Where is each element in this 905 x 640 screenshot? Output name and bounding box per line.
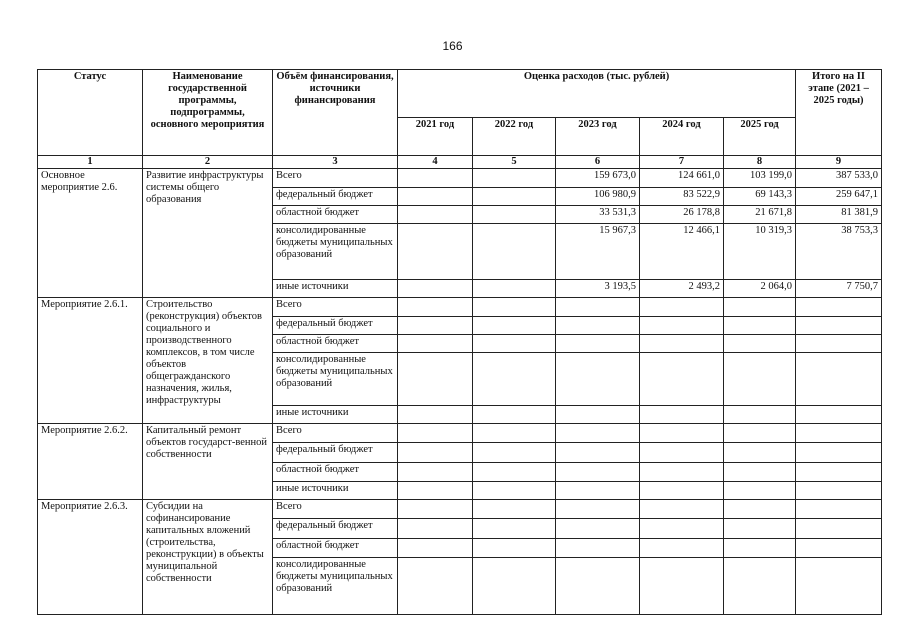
year-value-cell — [724, 443, 796, 463]
year-value-cell — [640, 463, 724, 482]
header-year: 2024 год — [640, 118, 724, 156]
row-program-name: Строительство (реконструкция) объектов социального и производственного комплексов, в том числе объектов общегражданского назначения, жилья, инфраструктуры — [143, 298, 273, 424]
total-value-cell — [796, 317, 882, 335]
year-value-cell — [556, 298, 640, 317]
year-value-cell — [473, 317, 556, 335]
header-year: 2022 год — [473, 118, 556, 156]
total-value-cell — [796, 482, 882, 500]
year-value-cell — [398, 519, 473, 539]
header-program-name: Наименование государственной программы, подпрограммы, основного мероприятия — [143, 70, 273, 156]
year-value-cell — [724, 406, 796, 424]
funding-source: федеральный бюджет — [273, 443, 398, 463]
header-year: 2023 год — [556, 118, 640, 156]
funding-source: иные источники — [273, 482, 398, 500]
year-value-cell — [473, 169, 556, 188]
funding-source: иные источники — [273, 406, 398, 424]
year-value-cell — [473, 298, 556, 317]
year-value-cell: 106 980,9 — [556, 188, 640, 206]
year-value-cell — [473, 482, 556, 500]
total-value-cell — [796, 558, 882, 615]
year-value-cell — [556, 353, 640, 406]
year-value-cell — [473, 558, 556, 615]
year-value-cell — [724, 317, 796, 335]
total-value-cell — [796, 519, 882, 539]
budget-table — [37, 69, 882, 615]
page-number: 166 — [442, 39, 463, 53]
year-value-cell: 10 319,3 — [724, 224, 796, 280]
year-value-cell — [473, 500, 556, 519]
column-number: 4 — [398, 156, 473, 169]
year-value-cell — [556, 443, 640, 463]
year-value-cell — [398, 188, 473, 206]
column-number: 3 — [273, 156, 398, 169]
total-value-cell: 259 647,1 — [796, 188, 882, 206]
header-status: Статус — [38, 70, 143, 156]
total-value-cell: 387 533,0 — [796, 169, 882, 188]
total-value-cell — [796, 500, 882, 519]
year-value-cell — [473, 424, 556, 443]
funding-source: консолидированные бюджеты муниципальных образований — [273, 353, 398, 406]
year-value-cell — [398, 539, 473, 558]
funding-source: федеральный бюджет — [273, 519, 398, 539]
column-number: 9 — [796, 156, 882, 169]
year-value-cell — [473, 280, 556, 298]
year-value-cell — [473, 463, 556, 482]
funding-source: областной бюджет — [273, 206, 398, 224]
funding-source: областной бюджет — [273, 539, 398, 558]
row-status: Мероприятие 2.6.1. — [38, 298, 143, 424]
year-value-cell — [640, 335, 724, 353]
funding-source: консолидированные бюджеты муниципальных образований — [273, 224, 398, 280]
header-estimate: Оценка расходов (тыс. рублей) — [398, 70, 796, 118]
year-value-cell: 159 673,0 — [556, 169, 640, 188]
header-year: 2021 год — [398, 118, 473, 156]
header-funding-volume: Объём финансирования, источники финансирования — [273, 70, 398, 156]
funding-source: Всего — [273, 424, 398, 443]
funding-source: федеральный бюджет — [273, 317, 398, 335]
year-value-cell — [640, 443, 724, 463]
table-row — [38, 169, 882, 188]
year-value-cell — [556, 406, 640, 424]
total-value-cell — [796, 443, 882, 463]
table-row — [38, 424, 882, 443]
year-value-cell: 33 531,3 — [556, 206, 640, 224]
row-program-name: Субсидии на софинансирование капитальных вложений (строительства, реконструкции) в объекты муниципальной собственности — [143, 500, 273, 615]
year-value-cell — [724, 463, 796, 482]
year-value-cell: 124 661,0 — [640, 169, 724, 188]
column-number: 2 — [143, 156, 273, 169]
header-year: 2025 год — [724, 118, 796, 156]
total-value-cell — [796, 539, 882, 558]
funding-source: консолидированные бюджеты муниципальных образований — [273, 558, 398, 615]
year-value-cell: 83 522,9 — [640, 188, 724, 206]
year-value-cell — [473, 224, 556, 280]
year-value-cell — [640, 519, 724, 539]
year-value-cell — [398, 463, 473, 482]
funding-source: Всего — [273, 298, 398, 317]
column-number: 1 — [38, 156, 143, 169]
year-value-cell — [473, 353, 556, 406]
year-value-cell — [398, 482, 473, 500]
year-value-cell — [640, 482, 724, 500]
total-value-cell: 81 381,9 — [796, 206, 882, 224]
year-value-cell — [473, 335, 556, 353]
year-value-cell — [398, 424, 473, 443]
year-value-cell — [556, 317, 640, 335]
year-value-cell — [640, 353, 724, 406]
year-value-cell — [473, 406, 556, 424]
header-total: Итого на II этапе (2021 – 2025 годы) — [796, 70, 882, 156]
year-value-cell — [473, 443, 556, 463]
year-value-cell — [398, 298, 473, 317]
year-value-cell — [398, 317, 473, 335]
funding-source: федеральный бюджет — [273, 188, 398, 206]
row-status: Основное мероприятие 2.6. — [38, 169, 143, 298]
funding-source: Всего — [273, 169, 398, 188]
year-value-cell — [398, 169, 473, 188]
year-value-cell: 3 193,5 — [556, 280, 640, 298]
year-value-cell — [640, 317, 724, 335]
year-value-cell: 2 064,0 — [724, 280, 796, 298]
year-value-cell — [473, 206, 556, 224]
year-value-cell — [398, 500, 473, 519]
row-status: Мероприятие 2.6.2. — [38, 424, 143, 500]
year-value-cell — [398, 558, 473, 615]
column-number-row — [38, 156, 882, 169]
year-value-cell — [724, 298, 796, 317]
year-value-cell — [724, 353, 796, 406]
year-value-cell — [556, 482, 640, 500]
year-value-cell — [398, 335, 473, 353]
year-value-cell — [398, 353, 473, 406]
total-value-cell — [796, 463, 882, 482]
year-value-cell — [556, 424, 640, 443]
table-header — [38, 70, 882, 156]
total-value-cell — [796, 335, 882, 353]
total-value-cell: 38 753,3 — [796, 224, 882, 280]
year-value-cell — [724, 500, 796, 519]
year-value-cell — [556, 500, 640, 519]
year-value-cell — [640, 558, 724, 615]
row-program-name: Развитие инфраструктуры системы общего образования — [143, 169, 273, 298]
column-number: 5 — [473, 156, 556, 169]
column-number: 8 — [724, 156, 796, 169]
year-value-cell — [724, 558, 796, 615]
year-value-cell — [724, 335, 796, 353]
year-value-cell — [556, 463, 640, 482]
column-number: 6 — [556, 156, 640, 169]
total-value-cell: 7 750,7 — [796, 280, 882, 298]
year-value-cell — [724, 539, 796, 558]
year-value-cell — [556, 539, 640, 558]
total-value-cell — [796, 424, 882, 443]
year-value-cell: 69 143,3 — [724, 188, 796, 206]
year-value-cell: 103 199,0 — [724, 169, 796, 188]
funding-source: областной бюджет — [273, 335, 398, 353]
funding-source: Всего — [273, 500, 398, 519]
year-value-cell — [398, 443, 473, 463]
year-value-cell: 2 493,2 — [640, 280, 724, 298]
year-value-cell — [473, 519, 556, 539]
year-value-cell — [473, 539, 556, 558]
year-value-cell — [724, 482, 796, 500]
year-value-cell — [398, 406, 473, 424]
year-value-cell — [640, 424, 724, 443]
year-value-cell — [398, 280, 473, 298]
row-program-name: Капитальный ремонт объектов государст-венной собственности — [143, 424, 273, 500]
table-body — [38, 156, 882, 615]
year-value-cell: 15 967,3 — [556, 224, 640, 280]
year-value-cell — [473, 188, 556, 206]
year-value-cell — [724, 424, 796, 443]
year-value-cell: 26 178,8 — [640, 206, 724, 224]
year-value-cell — [640, 500, 724, 519]
total-value-cell — [796, 406, 882, 424]
year-value-cell — [398, 206, 473, 224]
funding-source: областной бюджет — [273, 463, 398, 482]
row-status: Мероприятие 2.6.3. — [38, 500, 143, 615]
year-value-cell — [640, 298, 724, 317]
total-value-cell — [796, 298, 882, 317]
column-number: 7 — [640, 156, 724, 169]
year-value-cell — [556, 558, 640, 615]
table-row — [38, 500, 882, 519]
table-row — [38, 298, 882, 317]
year-value-cell — [640, 539, 724, 558]
year-value-cell — [640, 406, 724, 424]
year-value-cell — [556, 519, 640, 539]
year-value-cell — [724, 519, 796, 539]
year-value-cell — [398, 224, 473, 280]
year-value-cell: 21 671,8 — [724, 206, 796, 224]
year-value-cell — [556, 335, 640, 353]
year-value-cell: 12 466,1 — [640, 224, 724, 280]
funding-source: иные источники — [273, 280, 398, 298]
total-value-cell — [796, 353, 882, 406]
